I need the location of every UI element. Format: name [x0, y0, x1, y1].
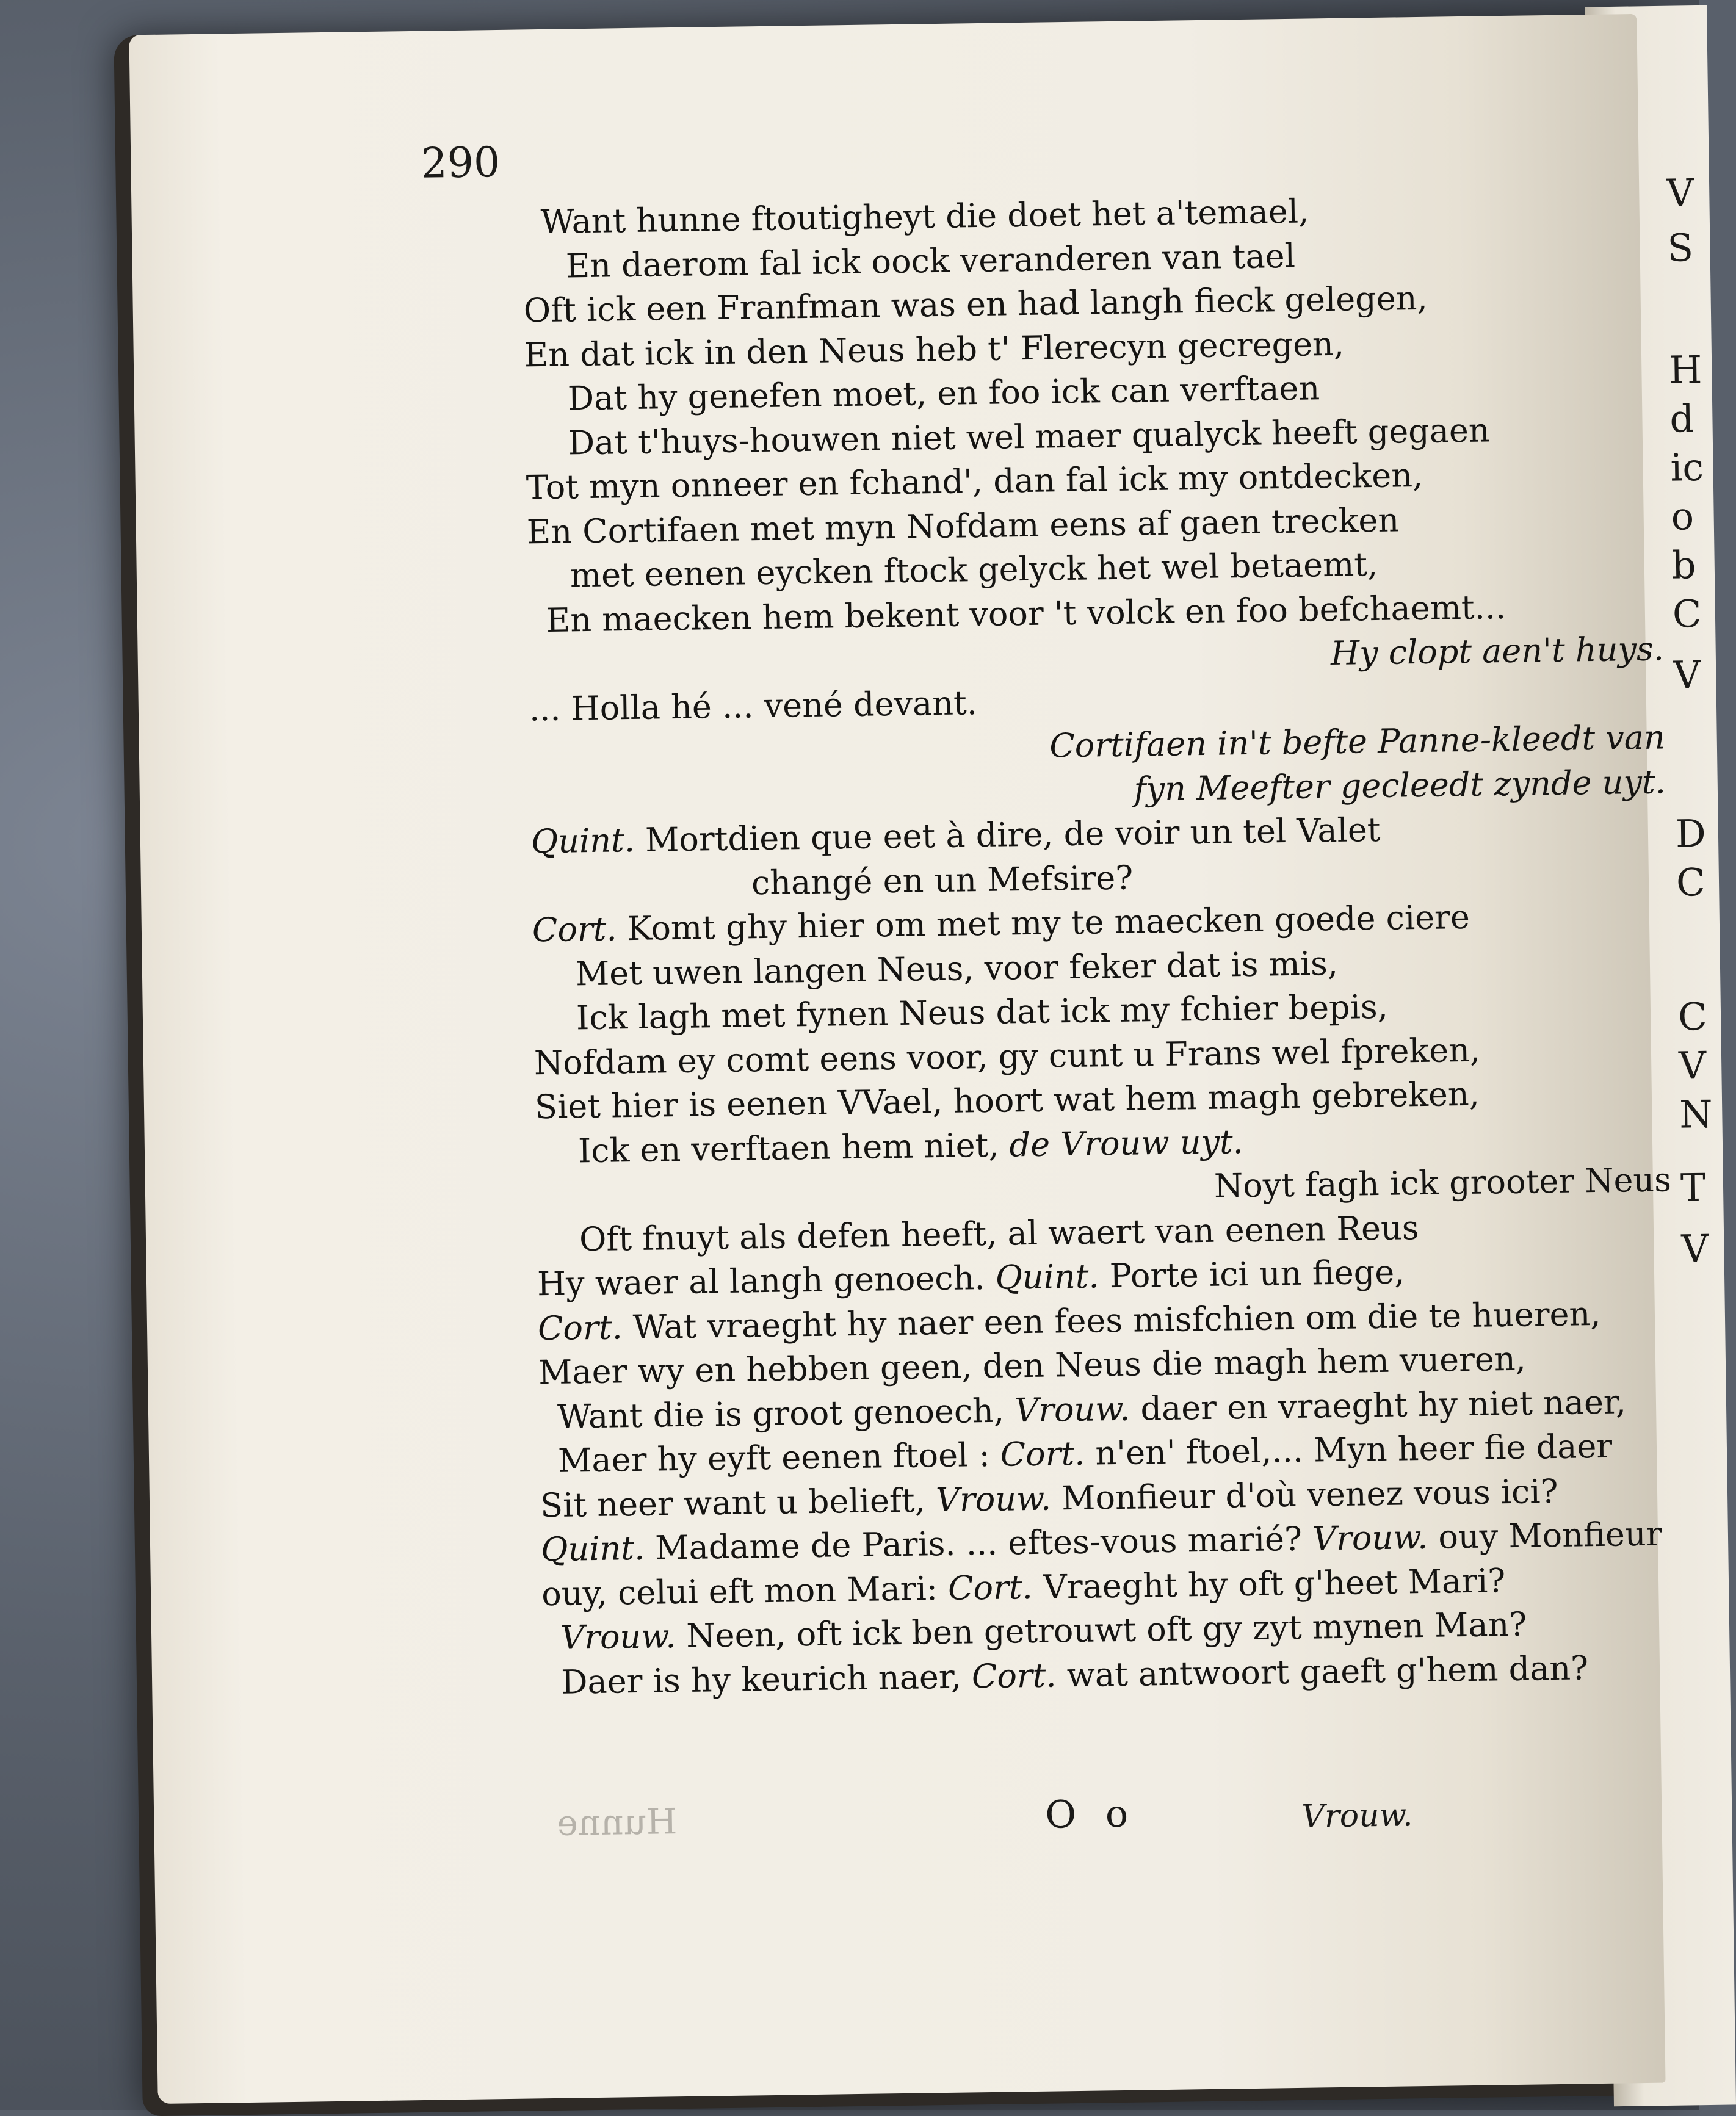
text-span: ouy Monfieur [1427, 1514, 1662, 1556]
text-span: Hy waer al langh genoech. [537, 1258, 996, 1304]
italic-span: Cort. [532, 909, 617, 950]
facing-page-letter: T [1680, 1165, 1706, 1210]
italic-span: fyn Meefter gecleedt zynde uyt. [1134, 762, 1666, 809]
text-span: Oft ick een Franfman was en had langh fieck gelegen, [523, 278, 1428, 330]
text-span: Wat vraeght hy naer een fees misfchien om die te hueren, [622, 1294, 1601, 1346]
text-span: Tot myn onneer en fchand', dan fal ick my ontdecken, [526, 455, 1423, 507]
text-span: Mortdien que eet à dire, de voir un tel Valet [634, 810, 1381, 859]
text-span: Ick en verftaen hem niet, [577, 1125, 1010, 1170]
facing-page-letter: V [1678, 1042, 1707, 1088]
bleed-through-catchword: Hunne [556, 1800, 678, 1844]
text-span: Dat hy genefen moet, en foo ick can verftaen [567, 369, 1320, 418]
text-span: Maer wy en hebben geen, den Neus die magh hem vueren, [538, 1339, 1527, 1392]
text-span: Met uwen langen Neus, voor feker dat is mis, [575, 944, 1339, 993]
text-span: wat antwoort gaeft g'hem dan? [1056, 1648, 1589, 1694]
text-span: Siet hier is eenen VVael, hoort wat hem magh gebreken, [534, 1074, 1480, 1127]
facing-page-letter: o [1671, 494, 1694, 539]
text-span: met eenen eycken ftock gelyck het wel betaemt, [570, 544, 1378, 595]
text-span: Nofdam ey comt eens voor, gy cunt u Frans wel fpreken, [533, 1030, 1481, 1082]
text-span: Komt ghy hier om met my te maecken goede ciere [617, 897, 1470, 948]
facing-page-letter: d [1669, 396, 1694, 441]
facing-page-letter: V [1666, 170, 1694, 215]
italic-span: de Vrouw uyt. [1009, 1122, 1244, 1164]
book-page [129, 14, 1672, 2104]
signature-mark: O o [1044, 1791, 1137, 1837]
text-span: Porte ici un fiege, [1099, 1252, 1405, 1296]
text-span: Sit neer want u belieft, [540, 1480, 936, 1525]
text-span: n'en' ftoel,... Myn heer fie daer [1084, 1426, 1613, 1473]
text-span: Noyt fagh ick grooter Neus [1213, 1160, 1672, 1205]
italic-span: Vrouw. [1312, 1517, 1428, 1558]
text-span: Maer hy eyft eenen ftoel : [557, 1435, 1001, 1480]
italic-span: Cortifaen in't befte Panne-kleedt van [1049, 718, 1666, 765]
facing-page-letter: b [1671, 543, 1696, 588]
facing-page-letter: S [1667, 225, 1694, 270]
italic-span: Quint. [530, 820, 635, 861]
italic-span: Cort. [971, 1655, 1057, 1695]
facing-page-letter: V [1673, 652, 1701, 698]
facing-page-letter: H [1668, 347, 1702, 392]
facing-page-letter: D [1675, 811, 1707, 856]
text-span: ouy, celui eft mon Mari: [541, 1569, 949, 1613]
text-span: Madame de Paris. ... eftes-vous marié? [644, 1519, 1313, 1567]
facing-page-letter: C [1676, 859, 1705, 905]
italic-span: Quint. [540, 1528, 645, 1569]
italic-span: Cort. [947, 1567, 1033, 1608]
text-span: changé en un Mefsire? [751, 858, 1134, 902]
facing-page-letter: C [1672, 591, 1702, 637]
text-span: daer en vraeght hy niet naer, [1129, 1382, 1627, 1428]
facing-page-letter: V [1680, 1226, 1709, 1271]
text-span: Vraeght hy oft g'heet Mari? [1032, 1561, 1506, 1606]
catchword: Vrouw. [1301, 1797, 1413, 1835]
text-span: Neen, oft ick ben getrouwt oft gy zyt mynen Man? [675, 1605, 1527, 1656]
text-span: Monfieur d'où venez vous ici? [1051, 1471, 1558, 1518]
italic-span: Cort. [1000, 1434, 1085, 1474]
text-span: Dat t'huys-houwen niet wel maer qualyck heeft gegaen [568, 410, 1491, 462]
italic-span: Cort. [537, 1307, 623, 1348]
italic-span: Quint. [995, 1257, 1100, 1297]
italic-span: Vrouw. [560, 1617, 676, 1657]
verse-text-block [522, 184, 1702, 1705]
text-span: Want die is groot genoech, [557, 1390, 1015, 1436]
italic-span: Vrouw. [1014, 1389, 1130, 1429]
page-number: 290 [420, 138, 501, 188]
text-span: Daer is hy keurich naer, [560, 1656, 972, 1702]
text-span: En daerom fal ick oock veranderen van tael [565, 236, 1296, 285]
text-span: ... Holla hé ... vené devant. [529, 683, 978, 728]
text-span: En dat ick in den Neus heb t' Flerecyn gecregen, [524, 324, 1345, 374]
italic-span: Vrouw. [935, 1479, 1052, 1519]
text-span: Want hunne ftoutigheyt die doet het a'temael, [540, 192, 1309, 242]
text-span: Ick lagh met fynen Neus dat ick my fchier bepis, [576, 987, 1389, 1038]
text-span: Oft fnuyt als defen heeft, al waert van eenen Reus [579, 1208, 1419, 1258]
facing-page-letter: C [1677, 994, 1708, 1039]
text-span: En maecken hem bekent voor 't volck en foo befchaemt... [546, 587, 1506, 640]
facing-page-letter: N [1679, 1091, 1713, 1137]
italic-span: Hy clopt aen't huys. [1330, 629, 1665, 673]
text-span: En Cortifaen met myn Nofdam eens af gaen trecken [526, 500, 1400, 551]
facing-page-letter: ic [1670, 444, 1704, 490]
